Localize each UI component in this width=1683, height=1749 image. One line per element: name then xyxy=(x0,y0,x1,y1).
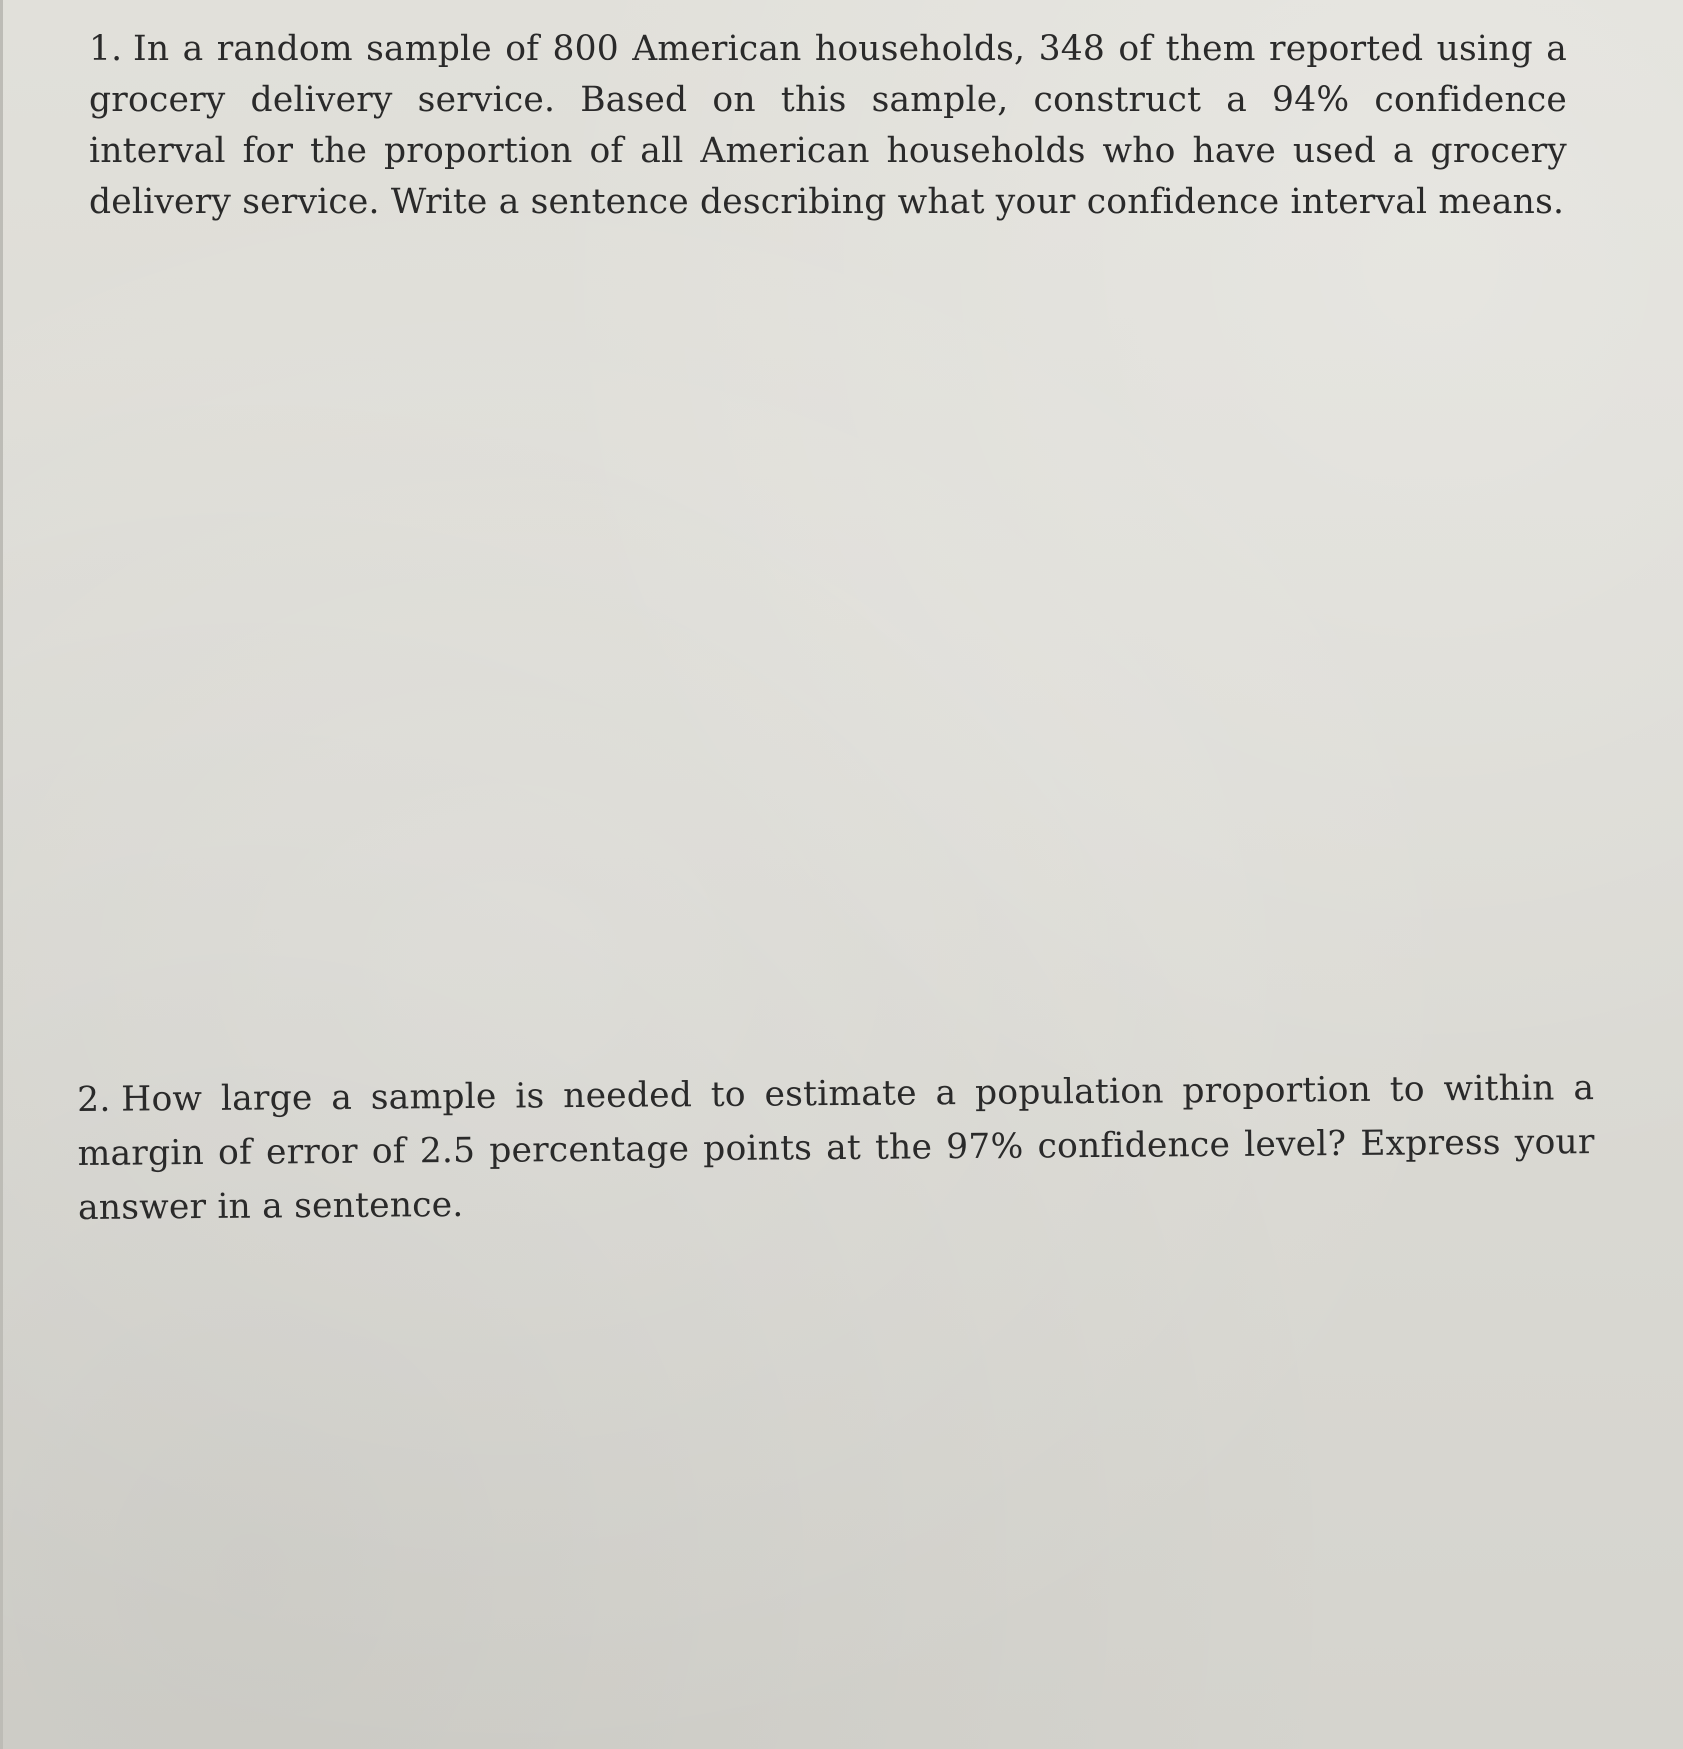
problem-1-number: 1. xyxy=(89,29,123,69)
problem-2-text: How large a sample is needed to estimate a population proportion to within a margin of error of 2.5 percentage points at the 97% confidence level? Express your answer in a sentence. xyxy=(77,1068,1595,1228)
page-edge xyxy=(0,0,3,1749)
problem-1 xyxy=(89,24,1567,228)
problem-2-number: 2. xyxy=(77,1079,111,1120)
problem-1-text: In a random sample of 800 American households, 348 of them reported using a grocery delivery service. Based on this sample, construct a 94% confidence interval for the proportion of all American households who have used a grocery delivery service. Write a sentence describing what your confidence interval means. xyxy=(89,29,1567,222)
problem-2 xyxy=(77,1061,1595,1235)
